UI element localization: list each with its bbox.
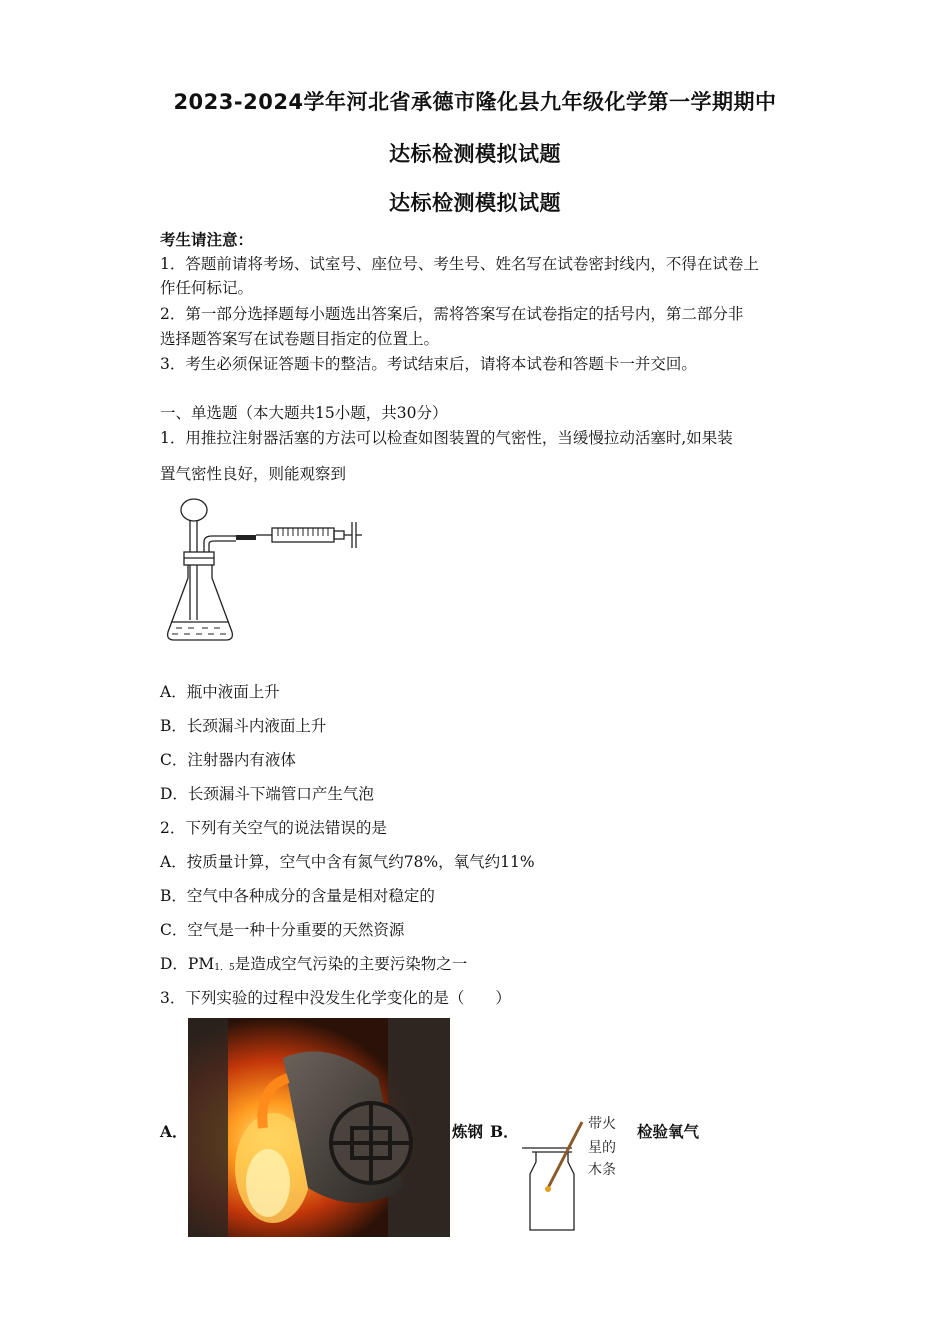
- q1-option-c: C．注射器内有液体: [160, 751, 296, 769]
- q2-option-d-subscript: 1．5: [214, 963, 235, 973]
- q2-option-d: [160, 952, 467, 974]
- q1-option-b: B．长颈漏斗内液面上升: [160, 717, 327, 735]
- q2-option-b: B．空气中各种成分的含量是相对稳定的: [160, 887, 435, 905]
- q2-stem: 2．下列有关空气的说法错误的是: [160, 819, 387, 837]
- fig-b-caption-2: 星的: [588, 1140, 616, 1156]
- q1-stem-a: 1．用推拉注射器活塞的方法可以检查如图装置的气密性，当缓慢拉动活塞时,如果装: [160, 429, 733, 447]
- q3-option-b-label: 检验氧气: [637, 1122, 700, 1141]
- q1-option-d: D．长颈漏斗下端管口产生气泡: [160, 785, 374, 803]
- title-line-3: 达标检测模拟试题: [389, 191, 561, 215]
- title-line-2: 达标检测模拟试题: [389, 142, 561, 166]
- q3-stem: 3．下列实验的过程中没发生化学变化的是（ ）: [160, 989, 511, 1007]
- q2-option-c: C．空气是一种十分重要的天然资源: [160, 921, 405, 939]
- title-line-1: 2023-2024学年河北省承德市隆化县九年级化学第一学期期中: [173, 90, 777, 114]
- fig-b-caption-1: 带火: [588, 1116, 616, 1132]
- notice-item-2b: 选择题答案写在试卷题目指定的位置上。: [160, 330, 440, 348]
- q3-option-b-letter: B．: [490, 1122, 519, 1141]
- q1-option-a: A．瓶中液面上升: [160, 683, 280, 701]
- q3-option-a-letter: A．: [160, 1122, 188, 1141]
- steelmaking-photo: [188, 1018, 450, 1237]
- q1-apparatus-figure: [160, 492, 365, 648]
- section-heading: 一、单选题（本大题共15小题，共30分）: [160, 404, 448, 422]
- notice-item-2a: 2．第一部分选择题每小题选出答案后，需将答案写在试卷指定的括号内，第二部分非: [160, 305, 744, 323]
- q2-option-d-suffix: 是造成空气污染的主要污染物之一: [234, 955, 468, 973]
- notice-heading: 考生请注意：: [160, 230, 254, 249]
- q1-stem-b: 置气密性良好，则能观察到: [160, 465, 347, 483]
- q2-option-a: A．按质量计算，空气中含有氮气约78%，氧气约11%: [160, 853, 535, 871]
- fig-b-caption-3: 木条: [588, 1162, 616, 1178]
- notice-item-1b: 作任何标记。: [160, 279, 254, 297]
- notice-item-3: 3．考生必须保证答题卡的整洁。考试结束后，请将本试卷和答题卡一并交回。: [160, 355, 697, 373]
- notice-item-1a: 1．答题前请将考场、试室号、座位号、考生号、姓名写在试卷密封线内，不得在试卷上: [160, 255, 759, 273]
- q3-option-a-label: 炼钢: [452, 1122, 484, 1141]
- q2-option-d-prefix: D．PM: [160, 955, 215, 973]
